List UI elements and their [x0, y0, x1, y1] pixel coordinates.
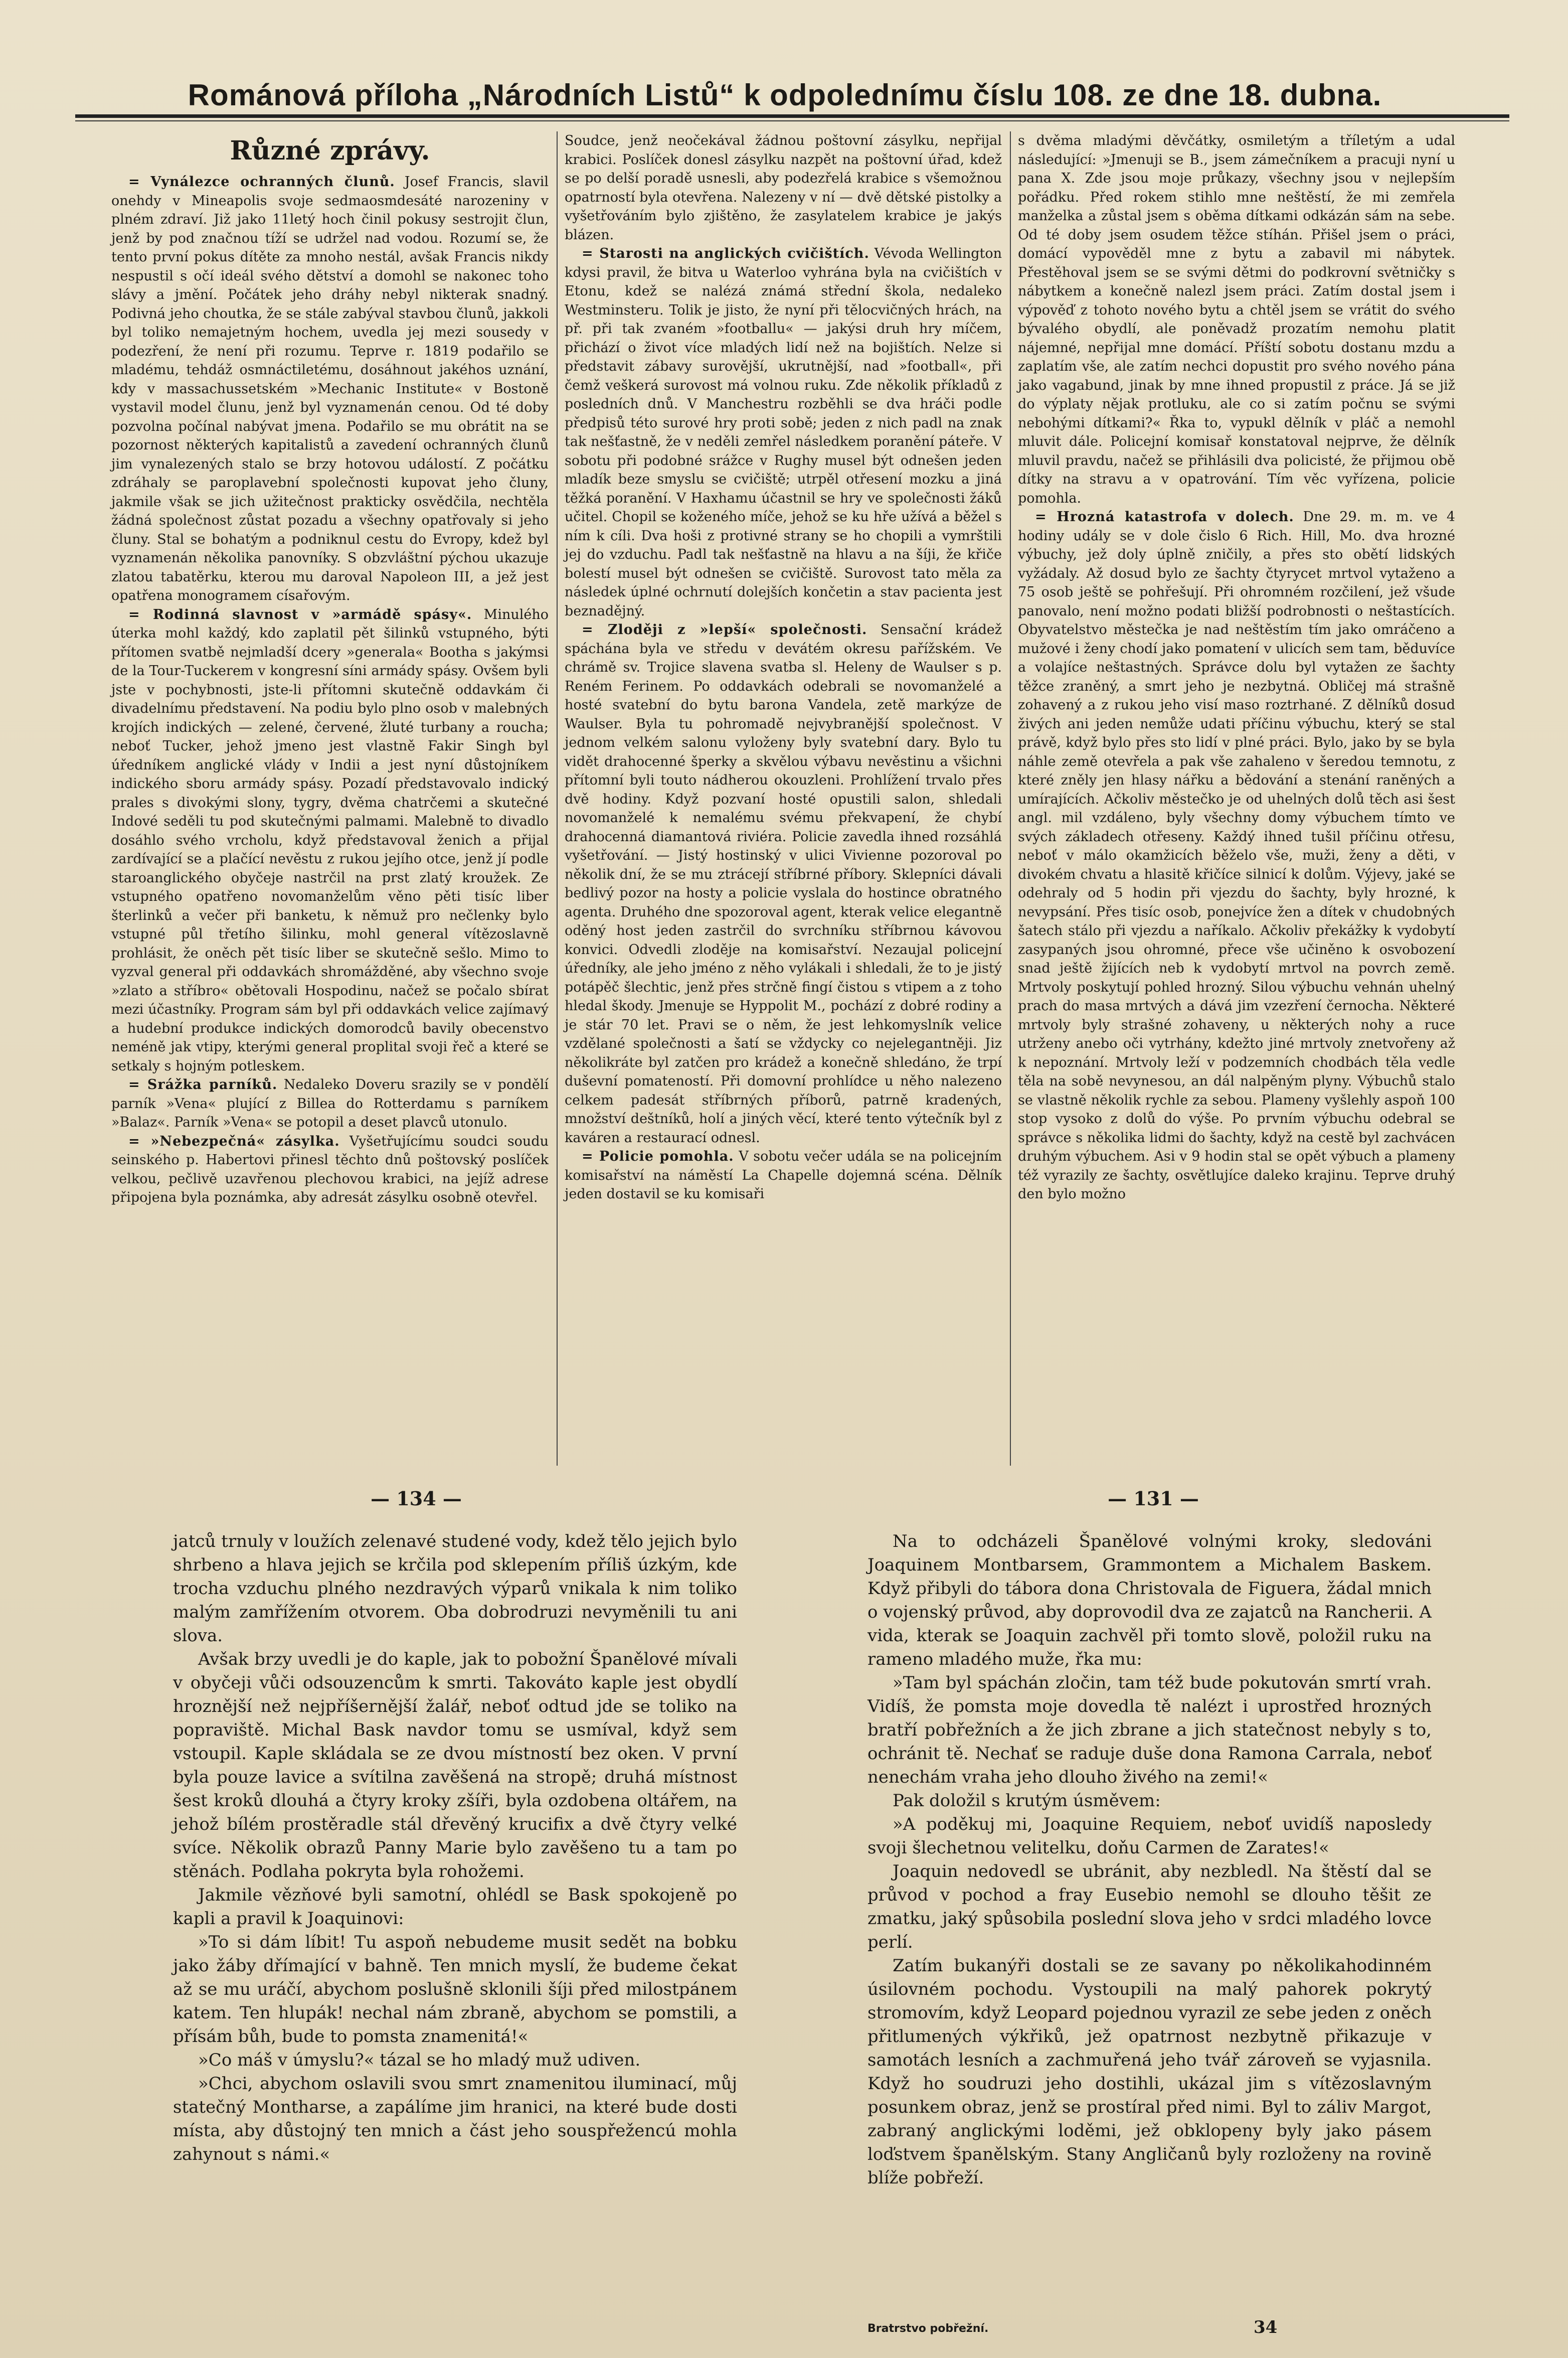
article-body: Sensační krádež spáchána byla ve středu v devátém okresu pařížském. Ve chrámě sv. Trojice slavena svatba sl. Heleny de Waulser s p. Reném Ferinem. Po oddavkách odebrali se novomanželé a hosté svatební do bytu barona Vandela, zetě markýze de Waulser. Byla tu pohromadě nejvybranější společnost. V jednom velkém salonu vyloženy byly svatební dary. Bylo tu vidět drahocenné šperky a skvělou výbavu nevěstinu a všichni přítomní byli touto nádherou okouzleni. Prohlížení trvalo přes dvě hodiny. Když pozvaní hosté opustili salon, shledali novomanželé k nemalému svému překvapení, že chybí drahocenná diamantová riviéra. Policie zavedla ihned rozsáhlá vyšetřování. — Jistý hostinský v ulici Vivienne pozoroval po několik dní, že se mu ztrácejí stříbrné příbory. Sklepníci dávali bedlivý pozor na hosty a policie vyslala do hostince obratného agenta. Druhého dne spozoroval agent, kterak velice elegantně oděný host jeden zastrčil do svrchníku stříbrnou kávovou konvici. Odvedli zloděje na komisařství. Nezaujal policejní úředníky, ale jeho jméno z něho vylákali i shledali, že to je jistý potápěč šlechtic, jenž přes strčně fingí čistou s vtipem a z toho hledal škody. Jmenuje se Hyppolit M., pochází z dobré rodiny a je stár 70 let. Pravi se o něm, že jest lehkomyslník velice vzdělané společnosti a šatí se vždycky co nejelegantněji. Jiz několikráte byl zatčen pro krádež a konečně shledáno, že trpí duševní pomateností. Při domovní prohlídce u něho nalezeno celkem padesát stříbrných příborů, patrně kradených, množství deštníků, holí a jiných věcí, které tento výtečník byl z kaváren a restaurací odnesl. — [565, 622, 1002, 1146]
article-body: Nedaleko Doveru srazily se v pondělí parník »Vena« plující z Billea do Rotterdamu s parníkem »Balaz«. Parník »Vena« se potopil a deset plavců utonulo. — [111, 1077, 549, 1130]
article-headline: = Hrozná katastrofa v dolech. — [1035, 509, 1294, 525]
novel-paragraph: Zatím bukanýři dostali se ze savany po několikahodinném úsilovném pochodu. Vystoupili na malý pahorek pokrytý stromovím, když Leopard pojednou vyrazil ze sebe jeden z oněch přitlumených výkřiků, jež opatrnost nezbytně přikazuje v samotách lesních a zachmuřená jeho tvář zároveň se vyjasnila. Když ho soudruzi jeho dostihli, ukázal jim s vítězoslavným posunkem obraz, jenž se prostíral před nimi. Byl to záliv Margot, zabraný anglickými loděmi, jež obklopeny byly jako pásem loďstvem španělským. Stany Angličanů byly rozloženy na rovině blíže pobřeží. — [867, 1956, 1432, 2188]
article-body: s dvěma mladými děvčátky, osmiletým a tříletým a udal následující: »Jmenuji se B., jsem zámečníkem a pracuji nyní u pana X. Zde jsou moje průkazy, všechny jsou v nejlepším pořádku. Před rokem stihlo mne neštěstí, že mi zemřela manželka a zůstal jsem s oběma dítkami odkázán sám na sebe. Od té doby jsem osudem těžce stíhán. Přišel jsem o práci, domácí vypověděl mne z bytu a zabavil mi nábytek. Přestěhoval jsem se se svými dětmi do podkrovní světničky s nábytkem a konečně nalezl jsem práci. Zatím dostal jsem i výpověď z tohoto nového bytu a chtěl jsem se vrátit do svého bývalého obydlí, ale poněvadž prozatím nemohu platit nájemné, nepřijal mne domácí. Příští sobotu dostanu mzdu a zaplatím vše, ale zatím nechci dopustit pro svého nového pána jako vagabund, jinak by mne ihned propustil z práce. Já se již do výplaty nějak protluku, ale co si zatím počnu se svými nebohými dítkami?« Řka to, vypukl dělník v pláč a nemohl mluvit dále. Policejní komisař konstatoval nejprve, že dělník mluvil pravdu, načež se přihlásili dva policisté, že přijmou obě dítky na stravu a v opatrování. Tím věc vyřízena, policie pomohla. — [1018, 133, 1455, 506]
article-headline: = Rodinná slavnost v »armádě spásy«. — [128, 606, 472, 622]
article-headline: = »Nebezpečná« zásylka. — [128, 1133, 340, 1149]
column-2 — [565, 131, 1002, 1204]
novel-paragraph: »A poděkuj mi, Joaquine Requiem, neboť uvidíš naposledy svoji šlechetnou velitelku, doňu Carmen de Zarates!« — [867, 1814, 1432, 1858]
footer-sheet-number: 34 — [1254, 2317, 1278, 2337]
article-body: Dne 29. m. m. ve 4 hodiny udály se v dole čislo 6 Rich. Hill, Mo. dva hrozné výbuchy, jež doly úplně zničily, a přes sto obětí lidských vyžádaly. Až dosud bylo ze šachty čtyrycet mrtvol vytaženo a 75 osob ještě se pohřešují. Při ohromném rozčilení, jež všude panovalo, není možno podati bližší podrobnosti o neštastících. Obyvatelstvo městečka je nad neštěstím tím jako omráčeno a mužové i ženy chodí jako pomatení v ulicích sem tam, běduvíce a volajíce neštastných. Správce dolu byl vytažen ze šachty těžce zraněný, a smrt jeho je nezbytná. Obličej má strašně zohavený a z rukou jeho visí maso roztrhané. Z dělníků dosud živých ani jeden nemůže udati příčinu výbuchu, který se stal právě, když bylo přes sto lidí v plné práci. Bylo, jako by se byla náhle země otevřela a pak vše zahaleno v šeredou temnotu, z které zněly jen hlasy nářku a bědování a stenání raněných a umírajících. Ačkoliv městečko je od uhelných dolů těch asi šest angl. mil vzdáleno, byly všechny domy výbuchem tímto ve svých základech otřeseny. Každý ihned tušil příčinu otřesu, neboť v málo okamžicích běželo vše, muži, ženy a děti, v divokém chvatu a hlasitě křičíce silnicí k dolům. Výjevy, jaké se odehraly od 5 hodin při vjezdu do šachty, byly hrozné, k nevypsání. Přes tisíc osob, ponejvíce žen a dítek v chudobných šatech stálo při vjezdu a naříkalo. Ačkoliv překážky k vydobytí zasypaných jsou ohromné, přece vše učiněno k osvobození snad ještě žijících neb k vydobytí mrtvol na povrch země. Mrtvoly poskytují pohled hrozný. Silou výbuchu vehnán uhelný prach do masa mrtvých a dává jim vzezření černocha. Některé mrtvoly byly strašné zohaveny, u některých nohy a ruce utrženy anebo oči vytrhány, kdežto jiné mrtvoly znetvořeny až k nepoznání. Mrtvoly leží v podzemních chodbách těla vedle těla na sobě nevynesou, an dál nalpěným plyny. Výbuchů stalo se vlastně několik rychle za sebou. Plameny vyšlehly aspoň 100 stop vysoko z dolů do výše. Po prvním výbuchu odebral se správce s několika lidmi do šachty, když na cestě byl zachvácen druhým výbuchem. Asi v 9 hodin stal se opět výbuch a plameny též vyrazily ze šachty, osvětlujíce daleko krajinu. Teprve druhý den bylo možno — [1018, 509, 1455, 1202]
article — [1018, 131, 1455, 508]
footer-imprint: Bratrstvo pobřežní. — [867, 2322, 989, 2335]
article — [111, 1075, 549, 1132]
masthead-rule — [75, 114, 1509, 118]
article-body: Vévoda Wellington kdysi pravil, že bitva u Waterloo vyhrána byla na cvičištích v Etonu, kdež se nalézá známá střední škola, nedaleko Westminsteru. Tolik je jisto, že nyní při tělocvičných hrách, na př. při tak zvaném »footballu« — jakýsi druh hry míčem, přichází o život více mladých lidí než na bojištích. Nelze si představit zábavy surovější, ukrutnější, nad »football«, při čemž veškerá surovost má volnou ruku. Zde několik příkladů z posledních dnů. V Manchestru rozběhli se dva hráči podle předpisů této surové hry proti sobě; jeden z nich padl na znak tak nešťastně, že v neděli zemřel následkem poranění páteře. V sobotu při podobné srážce v Rughy musel být odnešen jeden mladík beze smyslu se cvičiště; utrpěl otřesení mozku a jiná těžká poranění. V Haxhamu účastnil se hry ve společnosti žáků učitel. Chopil se koženého míče, jehož se ku hře užívá a běžel s ním k cíli. Dva hoši z protivné strany se ho chopili a vymrštili jej do vzduchu. Padl tak nešťastně na hlavu a na šíji, že křiče bolestí musel být odnešen se cvičiště. Surovost tato měla za následek úplné ochrnutí dolejších končetin a stav pacienta jest beznadějný. — [565, 246, 1002, 619]
article-headline: = Starosti na anglických cvičištích. — [582, 246, 869, 261]
article-headline: = Srážka parníků. — [128, 1077, 278, 1092]
novel-paragraph: Pak doložil s krutým úsměvem: — [893, 1791, 1161, 1811]
novel-paragraph: jatců trnuly v loužích zelenavé studené vody, kdež tělo jejich bylo shrbeno a hlava jejich se krčila pod sklepením příliš úzkým, kde trocha vzduchu plného nezdravých výparů vnikala k nim toliko malým zamřížením otvorem. Oba dobrodruzi nevyměnili tu ani slova. — [173, 1531, 737, 1646]
novel-paragraph: Avšak brzy uvedli je do kaple, jak to pobožní Španělové mívali v obyčeji vůči odsouzencům k smrti. Takováto kaple jest obydlí hroznější než nejpříšernější žalář, neboť odtud jde se toliko na popraviště. Michal Bask navdor tomu se usmíval, když sem vstoupil. Kaple skládala se ze dvou místností bez oken. V první byla pouze lavice a svítilna zavěšená na stropě; druhá místnost šest kroků dlouhá a čtyry kroky zšíři, byla ozdobena oltářem, na jehož bílém prostěradle stál dřevěný krucifix a dvě čtyry velké svíce. Několik obrazů Panny Marie bylo zavěšeno tu a tam po stěnách. Podlaha pokryta byla rohožemi. — [173, 1649, 737, 1881]
article — [1018, 508, 1455, 1204]
novel-paragraph: »To si dám líbit! Tu aspoň nebudeme musit sedět na bobku jako žáby dřímající v bahně. Ten mnich myslí, že budeme čekat až se mu uráčí, abychom poslušně sklonili šíji před milostpánem katem. Ten hlupák! nechal nám zbraně, abychom se pomstili, a přísám bůh, bude to pomsta znamenitá!« — [173, 1932, 737, 2047]
novel-paragraph: Joaquin nedovedl se ubránit, aby nezbledl. Na štěstí dal se průvod v pochod a fray Eusebio nemohl se dlouho těšit ze zmatku, jaký spůsobila poslední slova jeho v srdci mladého lovce perlí. — [867, 1861, 1432, 1952]
column-3 — [1018, 131, 1455, 1204]
article-headline: = Zloději z »lepší« společnosti. — [582, 622, 867, 638]
article — [111, 173, 549, 605]
novel-paragraph: »Co máš v úmyslu?« tázal se ho mladý muž udiven. — [198, 2050, 641, 2070]
section-title: Různé zprávy. — [230, 135, 430, 166]
masthead: Románová příloha „Národních Listů“ k odpolednímu číslu 108. ze dne 18. dubna. — [188, 78, 1382, 112]
novel-paragraph: Na to odcházeli Španělové volnými kroky, sledováni Joaquinem Montbarsem, Grammontem a Michalem Baskem. Když přibyli do tábora dona Christovala de Figuera, žádal mnich o vojenský průvod, aby doprovodil dva ze zajatců na Rancherii. A vida, kterak se Joaquin zachvěl při tomto slově, položil ruku na rameno mladého muže, řka mu: — [867, 1531, 1432, 1669]
article-body: Soudce, jenž neočekával žádnou poštovní zásylku, nepřijal krabici. Poslíček donesl zásylku nazpět na poštovní úřad, kdež se po delší poradě usnesli, aby podezřelá krabice s všemožnou opatrností byla otevřena. Nalezeny v ní — dvě dětské pistolky a vyšetřováním bylo zjištěno, že zasylatelem krabice je jakýs blázen. — [565, 133, 1002, 243]
novel-right-column — [867, 1530, 1432, 2190]
article — [565, 244, 1002, 620]
article-headline: = Vynálezce ochranných člunů. — [128, 174, 395, 190]
article-headline: = Policie pomohla. — [582, 1149, 734, 1164]
article-body: Josef Francis, slavil onehdy v Mineapolis svoje sedmaosmdesáté narozeniny v plném zdraví. Již jako 11letý hoch činil pokusy sestrojit člun, jenž by pod značnou tíží se udržel nad vodou. Rozumí se, že tento první pokus dítěte za mnoho nestál, avšak Francis nikdy nespustil s očí ideál svého dětství a domohl se nakonec toho slávy a jmění. Počátek jeho dráhy nebyl nikterak snadný. Podivná jeho choutka, že se stále zabýval stavbou člunů, jakkoli byl toliko nemajetným hochem, uvedla jej mezi sousedy v podezření, že není při rozumu. Teprve r. 1819 podařilo se mladému, tehdáž osmnáctiletému, dosáhnout jakéhos uznání, kdy v massachussetském »Mechanic Institute« v Bostoně vystavil model člunu, jenž byl vyznamenán cenou. Od té doby pozvolna počínal nabývat jmena. Podařilo se mu obrátit na se pozornost některých kapitalistů a zavedení ochranných člunů jim vynalezených stalo se brzy hotovou událostí. Z počátku zdráhaly se paroplavební společnosti kupovat jeho čluny, jakmile však se jich užitečnost prakticky osvědčila, nechtěla žádná společnost zůstat pozadu a všechny opatřovaly si jeho čluny. Stal se bohatým a podniknul cestu do Evropy, kdež byl vyznamenán několika panovníky. S obzvláštní pýchou ukazuje zlatou tabatěrku, kterou mu daroval Napoleon III, a jež jest opatřena monogramem císařovým. — [111, 174, 549, 603]
article — [565, 620, 1002, 1147]
article-body: V sobotu večer udála se na policejním komisařství na náměstí La Chapelle dojemná scéna. Dělník jeden dostavil se ku komisaři — [565, 1149, 1002, 1202]
novel-paragraph: »Chci, abychom oslavili svou smrt znamenitou iluminací, můj statečný Montharse, a zapálíme jim hranici, na které bude dosti místa, aby důstojný ten mnich a část jeho souspřežencú mohla zahynout s námi.« — [173, 2074, 737, 2164]
article-body: Vyšetřujícímu soudci soudu seinského p. Habertovi přinesl těchto dnů poštovský poslíček velkou, pečlivě uzavřenou plechovou krabici, na jejíž adrese připojena byla poznámka, aby adresát zásylku osobně otevřel. — [111, 1133, 549, 1205]
page-number-right: — 131 — — [1108, 1487, 1199, 1510]
masthead-rule-thin — [75, 120, 1509, 121]
column-1 — [111, 131, 549, 1207]
novel-paragraph: Jakmile vězňové byli samotní, ohlédl se Bask spokojeně po kapli a pravil k Joaquinovi: — [173, 1885, 737, 1929]
page-number-left: — 134 — — [371, 1487, 462, 1510]
novel-left-column — [173, 1530, 737, 2166]
article — [565, 1147, 1002, 1204]
novel-paragraph: »Tam byl spáchán zločin, tam též bude pokutován smrtí vrah. Vidíš, že pomsta moje dovedla tě nalézt i uprostřed hrozných bratří pobřežních a že jich zbrane a jich statečnost nebyly s to, ochránit tě. Nechať se raduje duše dona Ramona Carrala, neboť nenechám vrahа jeho dlouho živého na zemi!« — [867, 1673, 1432, 1787]
article — [565, 131, 1002, 244]
article-body: Minulého úterka mohl každý, kdo zaplatil pět šilinků vstupného, býti přítomen svatbě nejmladší dcery »generala« Bootha s jakýmsi de la Tour-Tuckerem v kongresní síni armády spásy. Ovšem byli jste v pochybnosti, jste-li přítomni skutečně oddavkám či divadelnímu představení. Na podiu bylo plno osob v malebných krojích indických — zelené, červené, žluté turbany a roucha; neboť Tucker, jehož jmeno jest vlastně Fakir Singh byl úředníkem anglické vlády v Indii a jest nyní důstojníkem indického sboru armády spásy. Pozadí představovalo indický prales s divokými slony, tygry, dvěma chatrčemi a skutečné Indové seděli tu pod skutečnými palmami. Malebně to divadlo dosáhlo svého vrcholu, když představoval ženich a přijal zardívající se a plačící nevěstu z rukou jejího otce, jenž jí podle staroanglického obyčeje nastrčil na prst zlatý kroužek. Ze vstupného opatřeno novomanželům věno pěti tisíc liber šterlinků a večer při banketu, k němuž pro nečlenky bylo vstupné půl třetího šilinku, mohl general vítězoslavně prohlásit, že oněch pět tisíc liber se skutečně sešlo. Mimo to vyzval general při oddavkách shromážděné, aby všechno svoje »zlato a stříbro« obětovali Hospodinu, načež se počalo sbírat mezi účastníky. Program sám byl při oddavkách velice zajímavý a hudební produkce indických domorodců bavily obecenstvo neméně jak vtipy, kterými general proplital svoji řeč a které se setkaly s hojným potleskem. — [111, 606, 549, 1074]
column-divider — [1010, 131, 1011, 1466]
article — [111, 1132, 549, 1207]
column-divider — [557, 131, 558, 1466]
article — [111, 605, 549, 1076]
